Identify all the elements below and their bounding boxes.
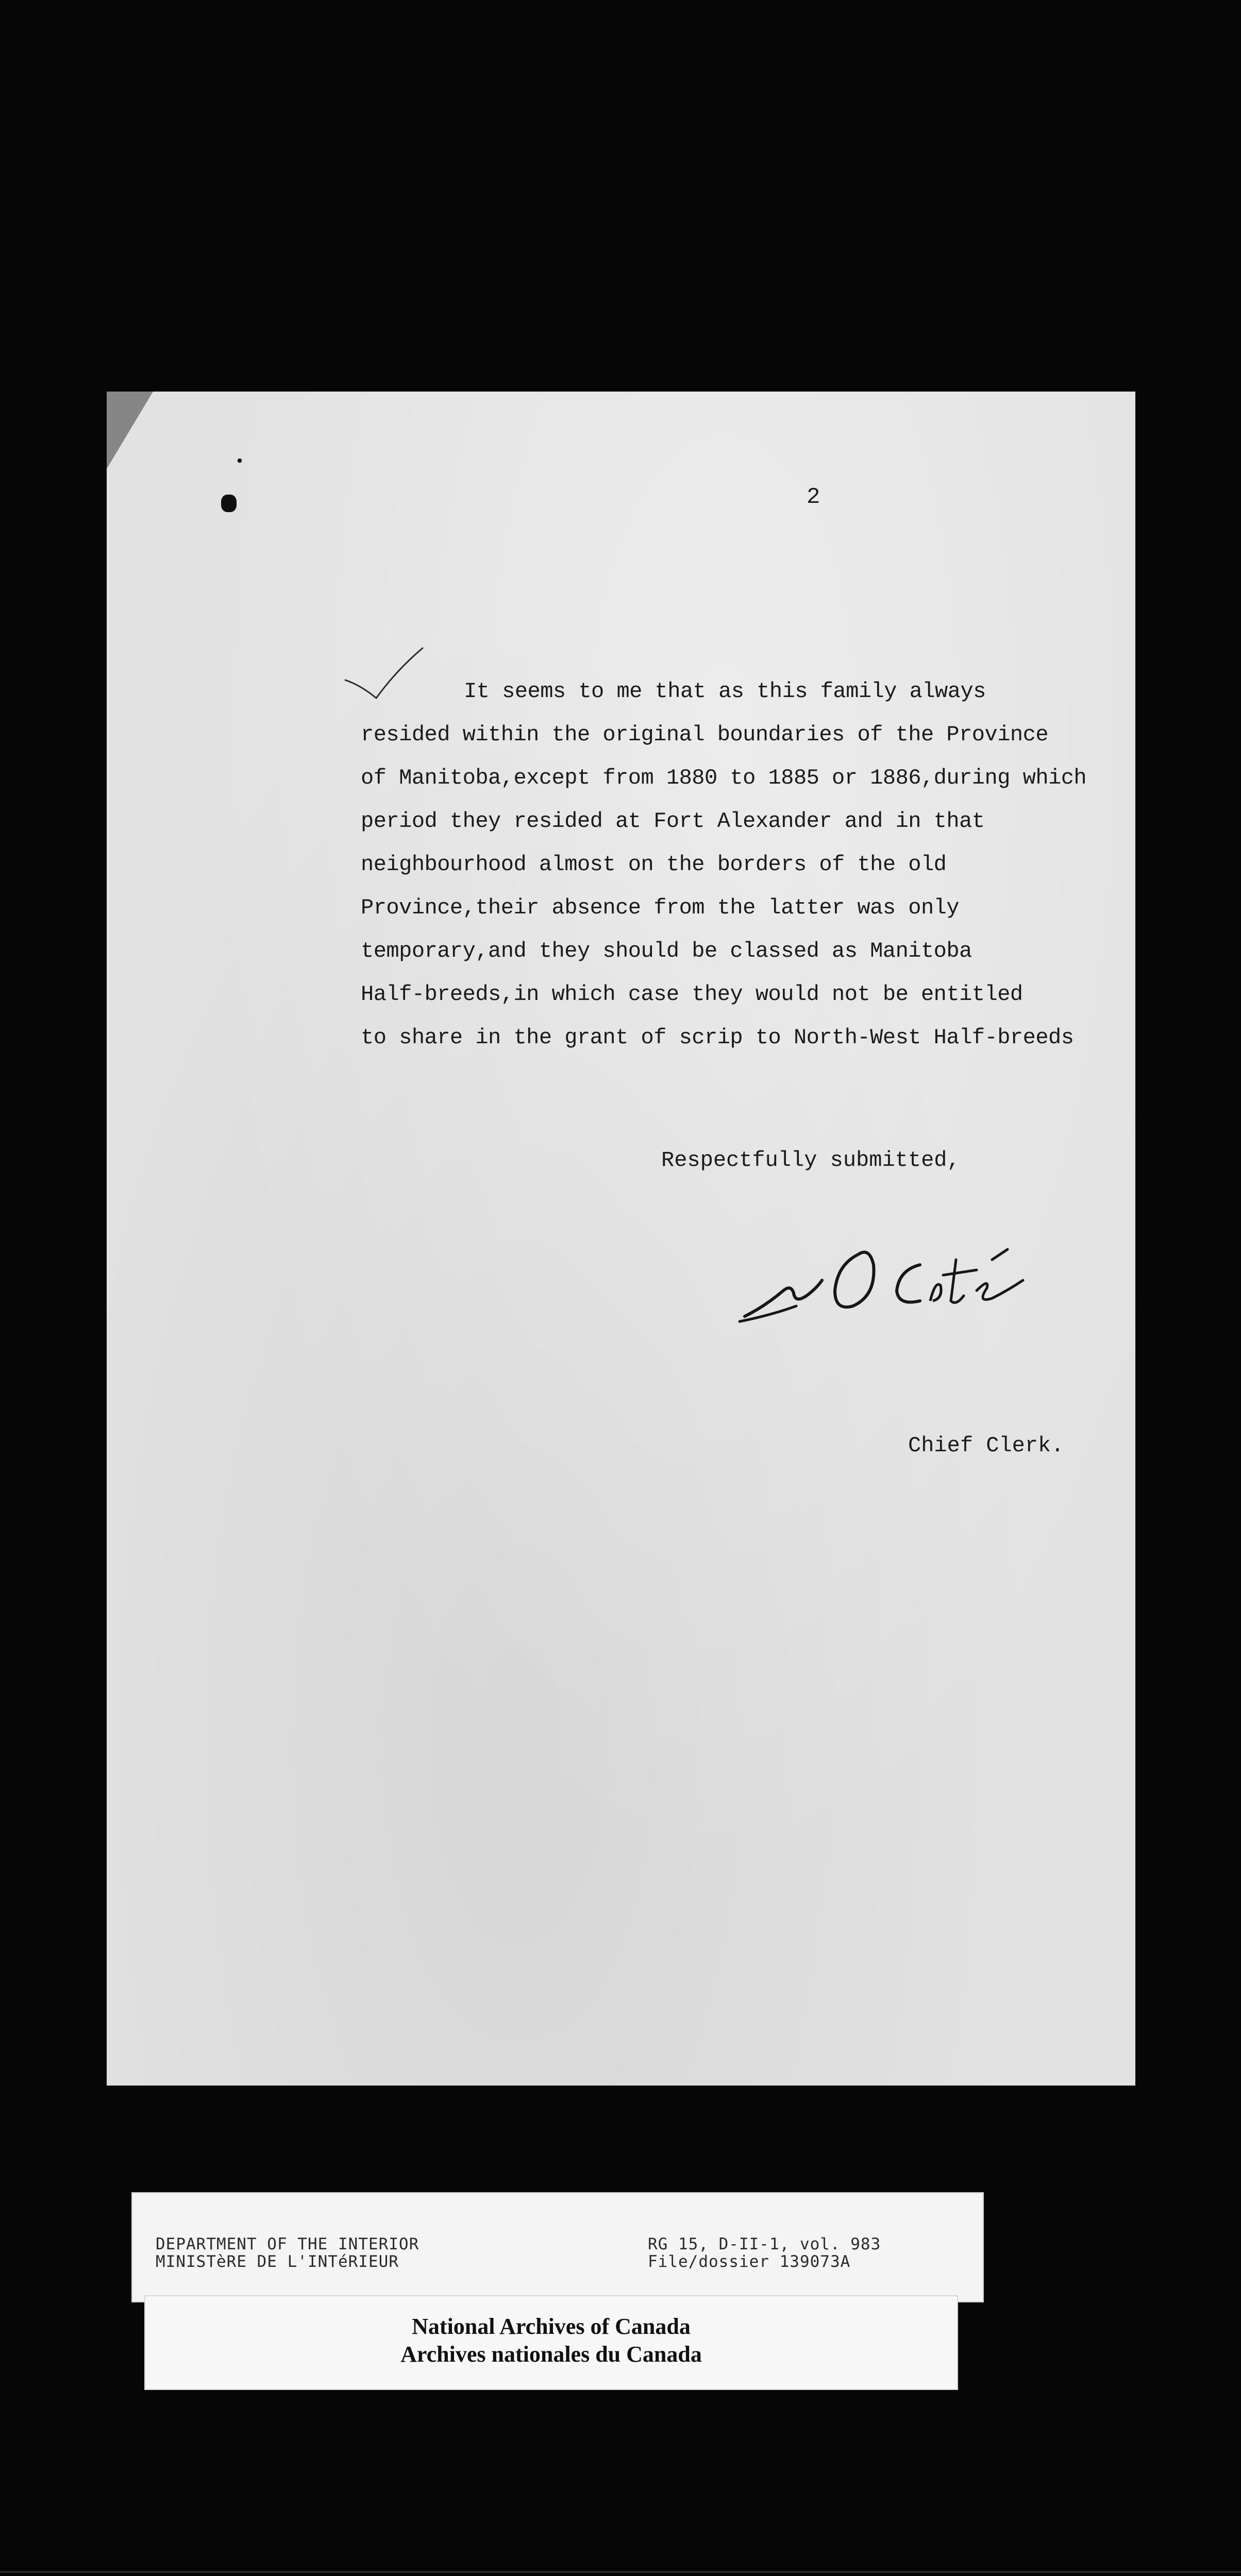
body-line: temporary,and they should be classed as Manitoba: [361, 939, 972, 963]
closing-line: Respectfully submitted,: [661, 1148, 960, 1173]
department-french: MINISTèRE DE L'INTéRIEUR: [156, 2252, 399, 2271]
signer-title: Chief Clerk.: [908, 1433, 1064, 1458]
body-line: Province,their absence from the latter was only: [361, 895, 960, 920]
archives-banner: [144, 2295, 958, 2390]
department-english: DEPARTMENT OF THE INTERIOR: [156, 2235, 420, 2253]
archive-reference-label: [131, 2192, 984, 2302]
body-line: Half-breeds,in which case they would not be entitled: [361, 982, 1023, 1007]
ink-speck: [238, 459, 242, 463]
body-line: to share in the grant of scrip to North-West Half-breeds: [361, 1025, 1074, 1050]
body-line: period they resided at Fort Alexander and in that: [361, 809, 985, 834]
archives-name-english: National Archives of Canada: [412, 2314, 691, 2339]
file-reference: File/dossier 139073A: [648, 2252, 851, 2271]
folded-corner: [107, 392, 153, 469]
letter-body: [361, 670, 1134, 1059]
signature: [734, 1229, 1044, 1342]
scan-edge-line: [0, 2571, 1241, 2573]
bleed-through-text: [416, 464, 1137, 551]
record-group-reference: RG 15, D-II-1, vol. 983: [648, 2235, 881, 2253]
body-line: It seems to me that as this family always: [464, 679, 986, 704]
body-line: resided within the original boundaries of the Province: [361, 722, 1049, 747]
body-line: neighbourhood almost on the borders of the old: [361, 852, 947, 877]
archives-name-french: Archives nationales du Canada: [400, 2342, 702, 2367]
body-line: of Manitoba,except from 1880 to 1885 or 1886,during which: [361, 766, 1087, 790]
page-number: 2: [807, 484, 820, 510]
ink-speck: [221, 495, 237, 512]
bleed-through-text: [416, 1865, 1137, 1968]
